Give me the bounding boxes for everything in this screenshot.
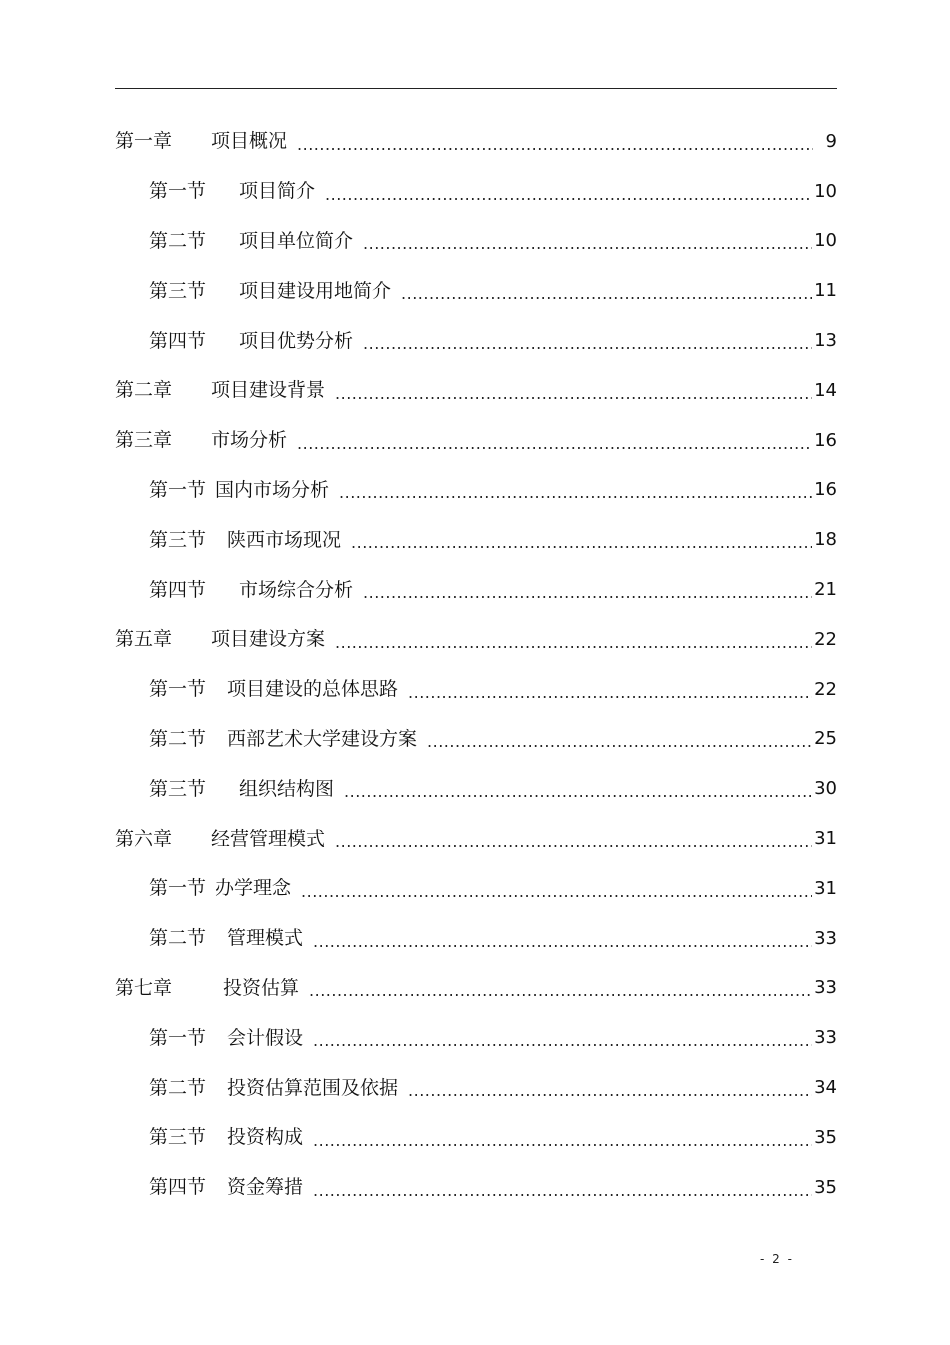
toc-entry-number: 第一节 (149, 1026, 207, 1049)
toc-entry-title: 会计假设 (227, 1026, 304, 1049)
toc-dot-leader (309, 983, 812, 999)
toc-dot-leader (363, 585, 812, 601)
toc-entry-page: 34 (814, 1077, 837, 1099)
page-number-footer: - 2 - (760, 1252, 794, 1266)
toc-entry-title: 投资估算范围及依据 (227, 1076, 399, 1099)
toc-entry-title: 国内市场分析 (215, 478, 330, 501)
toc-dot-leader (313, 1033, 812, 1049)
toc-entry[interactable] (0, 466, 950, 516)
toc-entry-page: 33 (814, 1027, 837, 1049)
toc-entry[interactable] (0, 764, 950, 814)
toc-entry[interactable] (0, 565, 950, 615)
toc-entry-number: 第一节 (149, 180, 207, 203)
toc-entry-title: 项目单位简介 (239, 229, 354, 252)
toc-entry-page: 16 (814, 429, 837, 451)
toc-entry[interactable] (0, 217, 950, 267)
toc-entry[interactable] (0, 1163, 950, 1213)
toc-entry[interactable] (0, 316, 950, 366)
header-rule (115, 88, 837, 89)
toc-entry-page: 9 (825, 130, 837, 152)
toc-entry-title: 资金筹措 (227, 1176, 304, 1199)
toc-dot-leader (408, 685, 812, 701)
toc-dot-leader (301, 884, 812, 900)
toc-entry[interactable] (0, 814, 950, 864)
toc-dot-leader (313, 1183, 812, 1199)
toc-dot-leader (401, 286, 812, 302)
toc-entry-page: 10 (814, 180, 837, 202)
toc-entry-page: 21 (814, 579, 837, 601)
toc-entry-number: 第四节 (149, 1176, 207, 1199)
toc-dot-leader (313, 934, 812, 950)
toc-entry-page: 10 (814, 230, 837, 252)
toc-entry-title: 项目简介 (239, 180, 316, 203)
toc-dot-leader (363, 236, 812, 252)
toc-entry[interactable] (0, 266, 950, 316)
toc-entry-number: 第一章 (115, 130, 173, 153)
toc-entry-page: 22 (814, 628, 837, 650)
toc-dot-leader (297, 137, 813, 153)
toc-entry-number: 第二章 (115, 379, 173, 402)
toc-entry-number: 第三节 (149, 777, 207, 800)
toc-entry-number: 第三节 (149, 1126, 207, 1149)
toc-dot-leader (297, 436, 812, 452)
toc-dot-leader (427, 734, 812, 750)
toc-entry-number: 第三节 (149, 279, 207, 302)
toc-entry-title: 投资估算 (223, 976, 300, 999)
toc-entry[interactable] (0, 914, 950, 964)
toc-entry-page: 31 (814, 828, 837, 850)
toc-dot-leader (335, 834, 812, 850)
toc-entry-number: 第二节 (149, 229, 207, 252)
toc-entry-title: 西部艺术大学建设方案 (227, 727, 418, 750)
toc-dot-leader (408, 1083, 812, 1099)
toc-dot-leader (335, 635, 812, 651)
toc-entry-number: 第一节 (149, 478, 207, 501)
toc-dot-leader (339, 485, 812, 501)
toc-entry-title: 经营管理模式 (211, 827, 326, 850)
toc-dot-leader (351, 535, 812, 551)
toc-entry[interactable] (0, 964, 950, 1014)
toc-entry-number: 第一节 (149, 877, 207, 900)
toc-entry-title: 组织结构图 (239, 777, 335, 800)
toc-entry[interactable] (0, 117, 950, 167)
toc-entry[interactable] (0, 1063, 950, 1113)
toc-entry[interactable] (0, 665, 950, 715)
toc-entry[interactable] (0, 366, 950, 416)
toc-entry-number: 第二节 (149, 1076, 207, 1099)
toc-entry-title: 项目优势分析 (239, 329, 354, 352)
toc-entry[interactable] (0, 416, 950, 466)
toc-entry-title: 项目建设的总体思路 (227, 678, 399, 701)
toc-entry-title: 陕西市场现况 (227, 528, 342, 551)
toc-entry[interactable] (0, 864, 950, 914)
toc-entry-page: 16 (814, 479, 837, 501)
toc-entry-number: 第五章 (115, 628, 173, 651)
toc-dot-leader (344, 784, 812, 800)
toc-entry-page: 22 (814, 678, 837, 700)
toc-dot-leader (335, 386, 812, 402)
toc-entry-title: 投资构成 (227, 1126, 304, 1149)
toc-entry-number: 第七章 (115, 976, 173, 999)
toc-entry-page: 13 (814, 330, 837, 352)
toc-entry-title: 办学理念 (215, 877, 292, 900)
toc-entry-page: 35 (814, 1176, 837, 1198)
toc-entry[interactable] (0, 167, 950, 217)
toc-entry[interactable] (0, 615, 950, 665)
toc-entry-number: 第二节 (149, 927, 207, 950)
toc-entry-page: 18 (814, 529, 837, 551)
toc-entry-title: 管理模式 (227, 927, 304, 950)
toc-entry-page: 25 (814, 728, 837, 750)
toc-entry-page: 14 (814, 379, 837, 401)
toc-entry-title: 市场综合分析 (239, 578, 354, 601)
toc-dot-leader (325, 187, 812, 203)
toc-entry-page: 33 (814, 977, 837, 999)
toc-entry-page: 33 (814, 927, 837, 949)
toc-dot-leader (363, 336, 812, 352)
toc-dot-leader (313, 1133, 812, 1149)
toc-entry-title: 市场分析 (211, 429, 288, 452)
table-of-contents (0, 117, 950, 1213)
toc-entry-number: 第三章 (115, 429, 173, 452)
toc-entry-number: 第二节 (149, 727, 207, 750)
toc-entry-page: 30 (814, 778, 837, 800)
toc-entry[interactable] (0, 715, 950, 765)
toc-entry-number: 第四节 (149, 329, 207, 352)
toc-entry-title: 项目建设背景 (211, 379, 326, 402)
toc-entry-title: 项目建设方案 (211, 628, 326, 651)
toc-entry-title: 项目建设用地简介 (239, 279, 392, 302)
toc-entry[interactable] (0, 1013, 950, 1063)
toc-entry-number: 第一节 (149, 678, 207, 701)
toc-entry-title: 项目概况 (211, 130, 288, 153)
toc-entry-number: 第四节 (149, 578, 207, 601)
toc-entry-number: 第三节 (149, 528, 207, 551)
toc-entry-page: 31 (814, 877, 837, 899)
toc-entry[interactable] (0, 1113, 950, 1163)
toc-entry-number: 第六章 (115, 827, 173, 850)
toc-entry[interactable] (0, 515, 950, 565)
toc-entry-page: 35 (814, 1126, 837, 1148)
toc-entry-page: 11 (814, 280, 837, 302)
